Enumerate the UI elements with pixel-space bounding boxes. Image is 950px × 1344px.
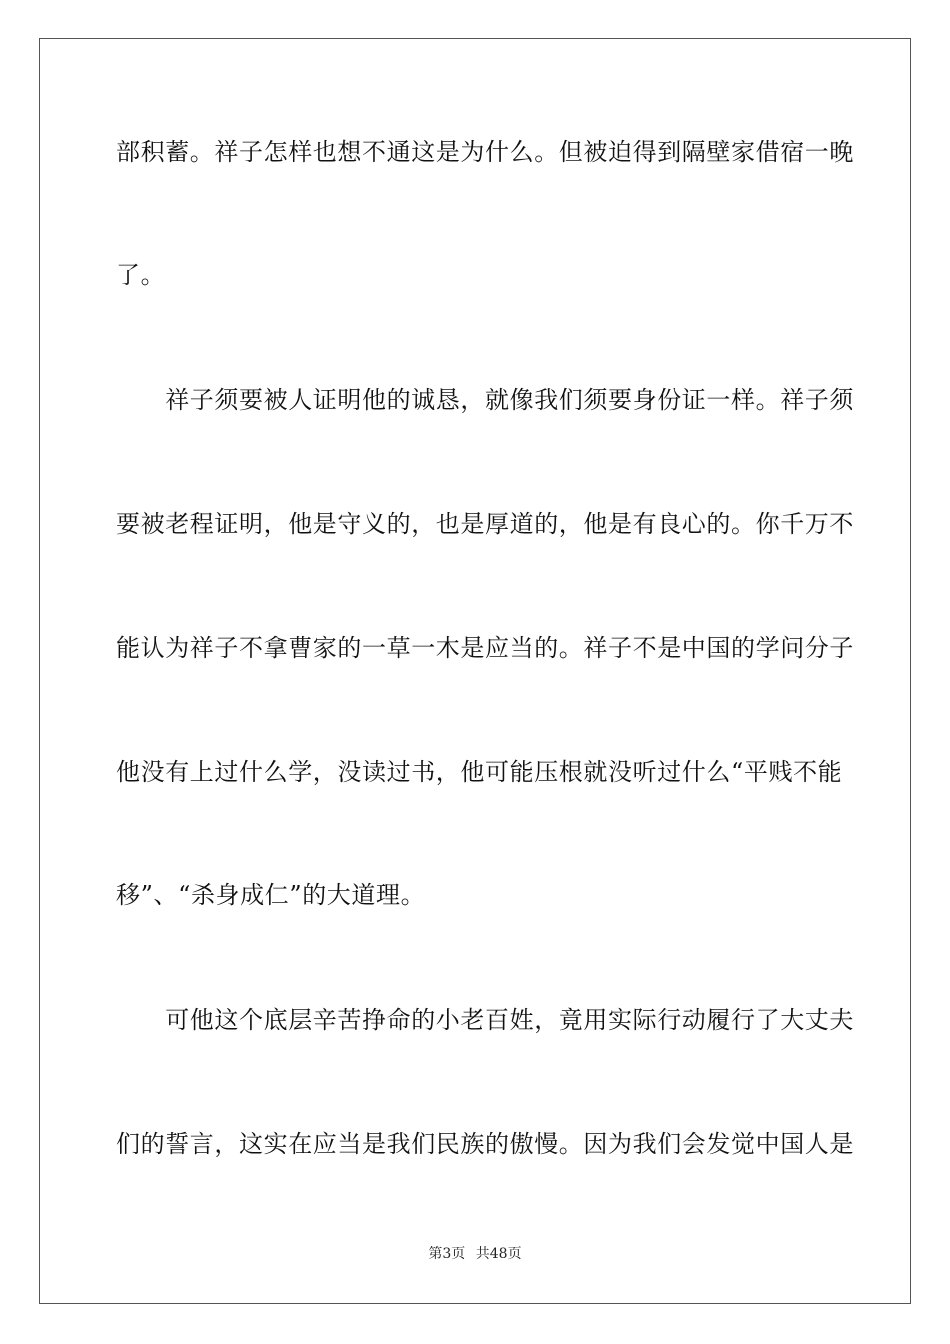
text-line-3: 祥子须要被人证明他的诚恳，就像我们须要身份证一样。祥子须	[116, 386, 854, 414]
page-number: 第3页	[428, 1246, 466, 1262]
page-footer	[0, 1245, 950, 1263]
text-line-4: 要被老程证明，他是守义的，也是厚道的，他是有良心的。你千万不	[116, 510, 854, 538]
text-line-5: 能认为祥子不拿曹家的一草一木是应当的。祥子不是中国的学问分子	[116, 634, 854, 662]
text-line-6: 他没有上过什么学，没读过书，他可能压根就没听过什么“平贱不能	[116, 758, 843, 786]
page-border	[39, 38, 911, 1304]
text-line-7: 移”、“杀身成仁”的大道理。	[116, 881, 426, 909]
text-line-9: 们的誓言，这实在应当是我们民族的傲慢。因为我们会发觉中国人是	[116, 1130, 854, 1158]
text-line-1: 部积蓄。祥子怎样也想不通这是为什么。但被迫得到隔壁家借宿一晚	[116, 138, 854, 166]
text-line-8: 可他这个底层辛苦挣命的小老百姓，竟用实际行动履行了大丈夫	[116, 1006, 854, 1034]
page-total: 共48页	[475, 1246, 522, 1262]
text-line-2: 了。	[116, 261, 166, 289]
